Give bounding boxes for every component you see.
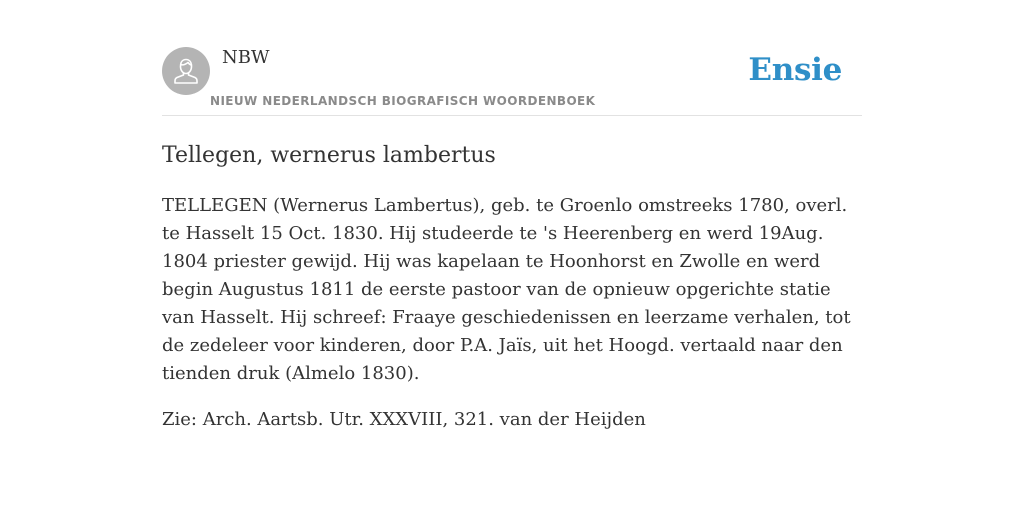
page xyxy=(162,0,862,434)
source-name[interactable]: NBW xyxy=(222,47,270,68)
article-reference: Zie: Arch. Aartsb. Utr. XXXVIII, 321. van der Heijden xyxy=(162,409,646,430)
article-title: Tellegen, wernerus lambertus xyxy=(162,143,496,168)
avatar[interactable] xyxy=(162,47,210,95)
user-icon xyxy=(172,56,200,86)
source-header xyxy=(162,0,862,116)
source-full-name: NIEUW NEDERLANDSCH BIOGRAFISCH WOORDENBOEK xyxy=(210,94,596,108)
ensie-logo[interactable]: Ensie xyxy=(748,52,842,88)
article-body: TELLEGEN (Wernerus Lambertus), geb. te Groenlo omstreeks 1780, overl. te Hasselt 15 Oct. 1830. Hij studeerde te 's Heerenberg en werd 19Aug. 1804 priester gewijd. Hij was kapelaan te Hoonhorst en Zwolle en werd begin Augustus 1811 de eerste pastoor van de opnieuw opgerichte statie van Hasselt. Hij schreef: Fraaye geschiedenissen en leerzame verhalen, tot de zedeleer voor kinderen, door P.A. Jaïs, uit het Hoogd. vertaald naar den tienden druk (Almelo 1830). xyxy=(162,195,851,384)
